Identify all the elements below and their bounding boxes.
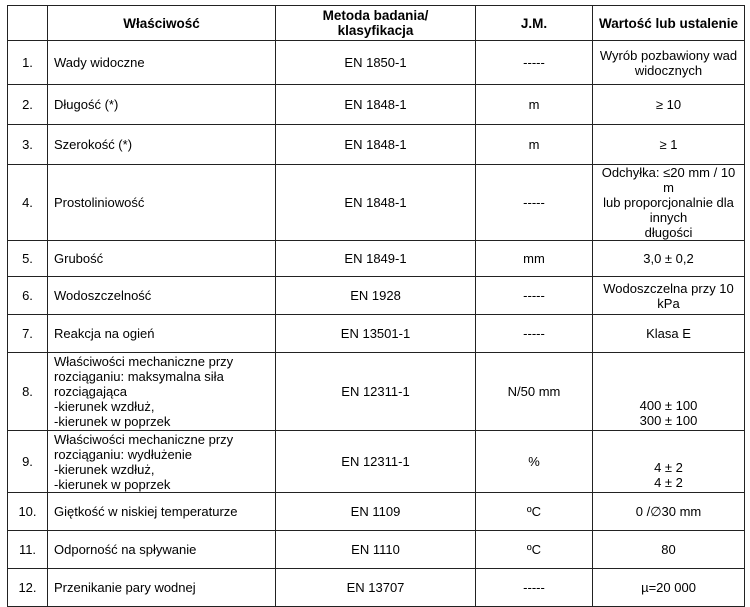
value-line: długości [644,225,693,240]
table-row [8,241,745,277]
value-line: Wodoszczelna przy 10 kPa [603,280,734,311]
property-cell [48,125,276,165]
method-cell: EN 12311-1 [276,431,476,493]
method-cell: EN 1850-1 [276,41,476,85]
value-cell [593,277,745,315]
value-line: Wyrób pozbawiony wad [599,47,738,63]
value-cell [593,353,745,431]
unit-cell: ----- [476,315,593,353]
header-number [8,6,48,41]
value-cell [593,569,745,607]
property-line: Odporność na spływanie [54,542,197,557]
value-cell [593,315,745,353]
header-value: Wartość lub ustalenie [593,6,745,41]
table-row [8,531,745,569]
value-line: lub proporcjonalnie dla innych [603,195,734,225]
value-line: ≥ 1 [659,137,678,152]
property-line: -kierunek w poprzek [54,414,171,429]
property-line: Szerokość (*) [54,137,133,152]
property-cell [48,41,276,85]
value-line: Odchyłka: ≤20 mm / 10 m [601,165,736,195]
unit-cell: mm [476,241,593,277]
unit-cell: ----- [476,41,593,85]
method-cell: EN 13707 [276,569,476,607]
header-method [276,6,476,41]
table-row [8,85,745,125]
unit-cell: ----- [476,569,593,607]
table-row [8,315,745,353]
property-line: Właściwości mechaniczne przy [54,431,234,447]
table-row [8,569,745,607]
property-cell [48,85,276,125]
method-cell: EN 1848-1 [276,125,476,165]
property-cell [48,315,276,353]
value-line: 3,0 ± 0,2 [643,251,694,266]
unit-cell: ----- [476,277,593,315]
method-cell: EN 1849-1 [276,241,476,277]
method-cell: EN 1110 [276,531,476,569]
value-line: 0 /∅30 mm [635,504,702,519]
value-line: 4 ± 2 [654,460,683,475]
header-method-line2: klasyfikacja [337,23,414,38]
properties-table [7,5,745,607]
row-number: 1. [8,41,48,85]
row-number: 12. [8,569,48,607]
value-line: 80 [661,542,676,557]
table-row [8,165,745,241]
property-line: Prostoliniowość [54,195,145,210]
method-cell: EN 1848-1 [276,85,476,125]
header-method-line1: Metoda badania/ [322,8,429,23]
property-line: Reakcja na ogień [54,326,155,341]
value-cell [593,41,745,85]
property-line: rozciąganiu: maksymalna siła [54,369,224,384]
property-line: Wodoszczelność [54,288,152,303]
header-row [8,6,745,41]
unit-cell: ºC [476,493,593,531]
value-cell [593,431,745,493]
value-cell [593,241,745,277]
row-number: 8. [8,353,48,431]
property-cell [48,277,276,315]
property-cell [48,353,276,431]
value-cell [593,531,745,569]
row-number: 10. [8,493,48,531]
method-cell: EN 1928 [276,277,476,315]
row-number: 2. [8,85,48,125]
row-number: 5. [8,241,48,277]
value-cell [593,85,745,125]
table-row [8,353,745,431]
header-unit: J.M. [476,6,593,41]
unit-cell: N/50 mm [476,353,593,431]
property-line: Właściwości mechaniczne przy [54,354,234,369]
method-cell: EN 1109 [276,493,476,531]
table-row [8,493,745,531]
row-number: 6. [8,277,48,315]
property-cell [48,165,276,241]
property-line: Długość (*) [54,97,119,112]
property-cell [48,531,276,569]
value-cell [593,493,745,531]
property-line: -kierunek w poprzek [54,476,171,492]
header-property: Właściwość [48,6,276,41]
method-cell: EN 13501-1 [276,315,476,353]
property-line: Giętkość w niskiej temperaturze [54,504,238,519]
property-line: Wady widoczne [54,55,145,70]
unit-cell: m [476,85,593,125]
table-row [8,125,745,165]
row-number: 9. [8,431,48,493]
table-row [8,41,745,85]
property-line: Grubość [54,251,104,266]
table-row [8,277,745,315]
value-cell [593,125,745,165]
row-number: 3. [8,125,48,165]
row-number: 11. [8,531,48,569]
unit-cell: m [476,125,593,165]
value-cell [593,165,745,241]
value-line: 4 ± 2 [654,475,683,490]
property-line: -kierunek wzdłuż, [54,399,155,414]
value-line: 300 ± 100 [639,413,698,428]
table-row [8,431,745,493]
value-line: 400 ± 100 [639,398,698,413]
value-line: µ=20 000 [641,580,696,595]
method-cell: EN 12311-1 [276,353,476,431]
property-line: rozciągająca [54,384,127,399]
property-cell [48,569,276,607]
property-line: Przenikanie pary wodnej [54,580,196,595]
property-line: rozciąganiu: wydłużenie [54,446,193,462]
value-line: widocznych [634,62,703,78]
unit-cell: ----- [476,165,593,241]
property-cell [48,493,276,531]
property-cell [48,431,276,493]
unit-cell: % [476,431,593,493]
property-cell [48,241,276,277]
unit-cell: ºC [476,531,593,569]
row-number: 4. [8,165,48,241]
value-line: Klasa E [646,326,691,341]
row-number: 7. [8,315,48,353]
value-line: ≥ 10 [655,97,682,112]
property-line: -kierunek wzdłuż, [54,461,155,477]
method-cell: EN 1848-1 [276,165,476,241]
